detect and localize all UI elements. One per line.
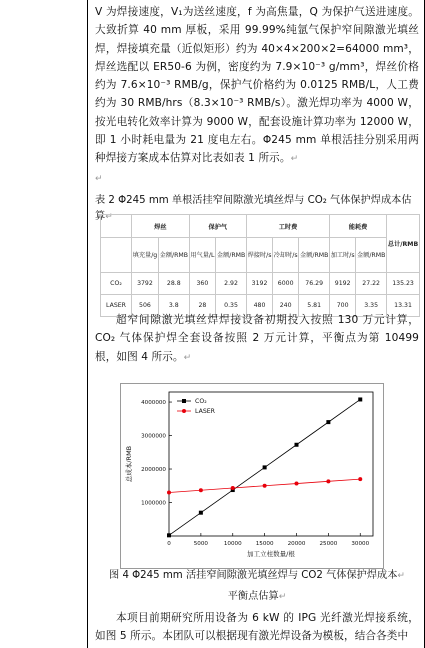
subheader-cell: 金额/RMB [299,238,330,273]
x-tick-label: 0 [167,541,171,547]
table-corner-cell-2 [101,238,132,273]
subheader-cell: 金额/RMB [216,238,247,273]
data-point-2 [358,477,362,481]
x-axis-label: 加工立柱数量/根 [247,550,295,558]
legend-label: CO₂ [195,398,207,406]
cost-comparison-table [100,214,420,317]
cost-table-wrapper [100,214,420,317]
table-cell: 28.8 [158,273,189,295]
table-cell: 0.35 [216,295,247,317]
data-point-2 [326,479,330,483]
paragraph-mark: ↵ [183,352,192,363]
paragraph-2-text: 超窄间隙激光填丝焊焊接设备初期投入按照 130 万元计算，CO₂ 气体保护焊全套设备按照 2 万元计算，平衡点为第 10499 根，如图 4 所示。 [95,314,419,363]
table-cell: 28 [189,295,215,317]
legend-marker [182,399,186,403]
table-cell: 3.8 [158,295,189,317]
data-point-1 [263,465,267,469]
row-label: CO₂ [101,273,132,295]
subheader-cell: 金额/RMB [158,238,189,273]
table-row [101,273,420,295]
table-cell: 506 [132,295,159,317]
figure-caption [92,568,422,605]
data-point-2 [167,490,171,494]
legend-marker [182,409,186,413]
data-point-1 [358,397,362,401]
legend-label: LASER [195,408,215,416]
header-group-gas: 保护气 [189,215,246,238]
header-group-wire: 焊丝 [132,215,190,238]
table-cell: 2.92 [216,273,247,295]
table-cell: 27.22 [356,273,387,295]
table-cell: 360 [189,273,215,295]
table-caption-text: 表 2 Φ245 mm 单根活挂窄间隙激光填丝焊与 CO₂ 气体保护焊成本估算 [95,195,412,222]
x-tick-label: 10000 [223,541,242,547]
table-cell: 480 [246,295,272,317]
series-layer [167,397,362,537]
paragraph-2 [95,311,419,367]
table-cell: 3.35 [356,295,387,317]
data-point-1 [326,420,330,424]
x-tick-label: 25000 [319,541,338,547]
table-cell: 3792 [132,273,159,295]
subheader-cell: 金额/RMB [356,238,387,273]
table-cell: 9192 [330,273,356,295]
table-cell: 135.23 [387,273,420,295]
x-tick-label: 30000 [351,541,370,547]
x-tick-label: 15000 [255,541,274,547]
data-point-1 [199,511,203,515]
paragraph-3 [95,609,419,646]
table-cell: 700 [330,295,356,317]
data-point-1 [167,533,171,537]
y-tick-label: 4000000 [141,400,166,407]
figure-caption-line-2: 平衡点估算 [227,591,279,602]
row-label: LASER [101,295,132,317]
figure-caption-line-1: 图 4 Φ245 mm 活挂窄间隙激光填丝焊与 CO2 气体保护焊成本 [109,570,398,581]
subheader-cell: 加工时/s [330,238,356,273]
subheader-cell: 用气量/L [189,238,215,273]
paragraph-1 [95,3,419,188]
data-point-2 [199,488,203,492]
x-tick-label: 20000 [287,541,306,547]
x-tick-label: 5000 [193,541,208,547]
paragraph-mark: ↵ [290,154,299,165]
data-point-2 [295,482,299,486]
table-cell: 13.31 [387,295,420,317]
cost-chart-frame [120,383,384,569]
paragraph-mark: ↵ [278,592,287,602]
table-cell: 3192 [246,273,272,295]
paragraph-mark: ↵ [105,212,113,222]
data-point-1 [295,443,299,447]
table-corner-cell [101,215,132,238]
y-axis-label: 总成本/RMB [125,445,133,483]
cost-breakeven-chart [121,384,383,568]
subheader-cell: 焊接时/s [246,238,272,273]
header-total: 总计/RMB [387,215,420,273]
paragraph-1-text: V 为焊接速度，V₁为送丝速度，f 为高焦量，Q 为保护气送进速度。大致折算 40 mm 厚板，采用 99.99%纯氩气保护窄间隙激光填丝焊，焊接填充量（近似矩形）约为 40×4×200×2=64000 mm³，焊丝选配以 ER50-6 为例，密度约为 7.9×10⁻³ g/mm³，焊丝价格约为 7.6×10⁻³ RMB/g，保护气价格约为 0.0125 RMB/L，人工费约为 30 RMB/hrs（8.3×10⁻³ RMB/s）。激光焊功率为 4000 W，按光电转化效率计算为 9000 W，配套设施计算功率为 12000 W，即 1 小时耗电量为 21 度电左右。Φ245 mm 单根活挂分别采用两种焊接方案成本估算对比表如表 1 所示。 [95,6,419,165]
data-point-2 [263,484,267,488]
table-cell: 6000 [273,273,299,295]
y-tick-label: 1000000 [141,500,166,507]
table-cell: 76.29 [299,273,330,295]
y-tick-label: 3000000 [141,433,166,440]
data-point-2 [231,486,235,490]
table-cell: 240 [273,295,299,317]
paragraph-mark: ↵ [397,571,405,581]
subheader-cell: 填充量/g [132,238,159,273]
paragraph-3-text: 本项目前期研究所用设备为 6 kW 的 IPG 光纤激光焊接系统，如图 5 所示。本团队可以根据现有激光焊设备为模板，结合各类中 [95,612,419,643]
header-group-energy: 能耗费 [330,215,387,238]
subheader-cell: 冷却时/s [273,238,299,273]
legend [177,398,216,415]
table-cell: 5.81 [299,295,330,317]
empty-paragraph-mark: ↵ [95,173,103,184]
y-tick-label: 2000000 [141,467,166,474]
header-group-labor: 工时费 [246,215,329,238]
